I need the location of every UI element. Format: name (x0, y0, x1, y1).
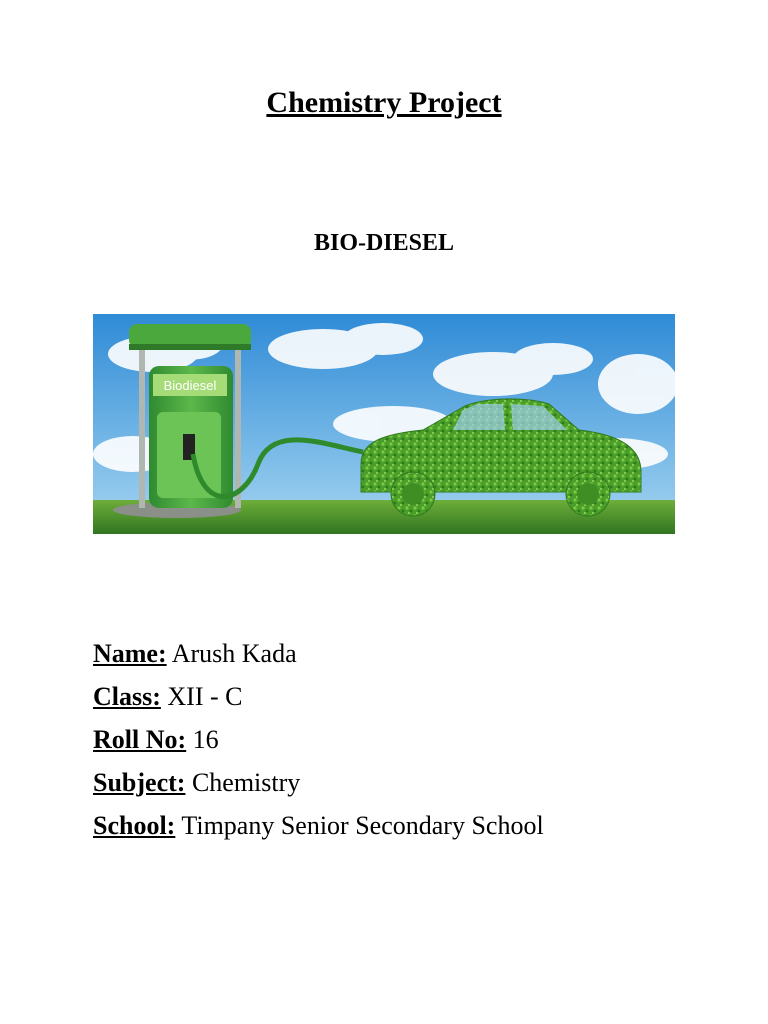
detail-school (93, 804, 544, 847)
cover-illustration (93, 314, 675, 534)
school-value: Timpany Senior Secondary School (181, 811, 544, 840)
detail-subject (93, 761, 544, 804)
page-title: Chemistry Project (266, 86, 502, 119)
roll-no-value: 16 (192, 725, 219, 754)
student-details (93, 632, 544, 847)
subject-value: Chemistry (191, 768, 301, 797)
project-topic: BIO-DIESEL (313, 230, 455, 256)
class-label: Class: (93, 682, 161, 711)
detail-roll-no (93, 718, 544, 761)
subject-label: Subject: (93, 768, 186, 797)
biodiesel-car-illustration (93, 314, 675, 534)
name-value: Arush Kada (171, 639, 297, 668)
detail-class (93, 675, 544, 718)
class-value: XII - C (167, 682, 243, 711)
detail-name (93, 632, 544, 675)
pump-sign-text: Biodiesel (163, 378, 217, 393)
roll-no-label: Roll No: (93, 725, 187, 754)
name-label: Name: (93, 639, 167, 668)
school-label: School: (93, 811, 176, 840)
